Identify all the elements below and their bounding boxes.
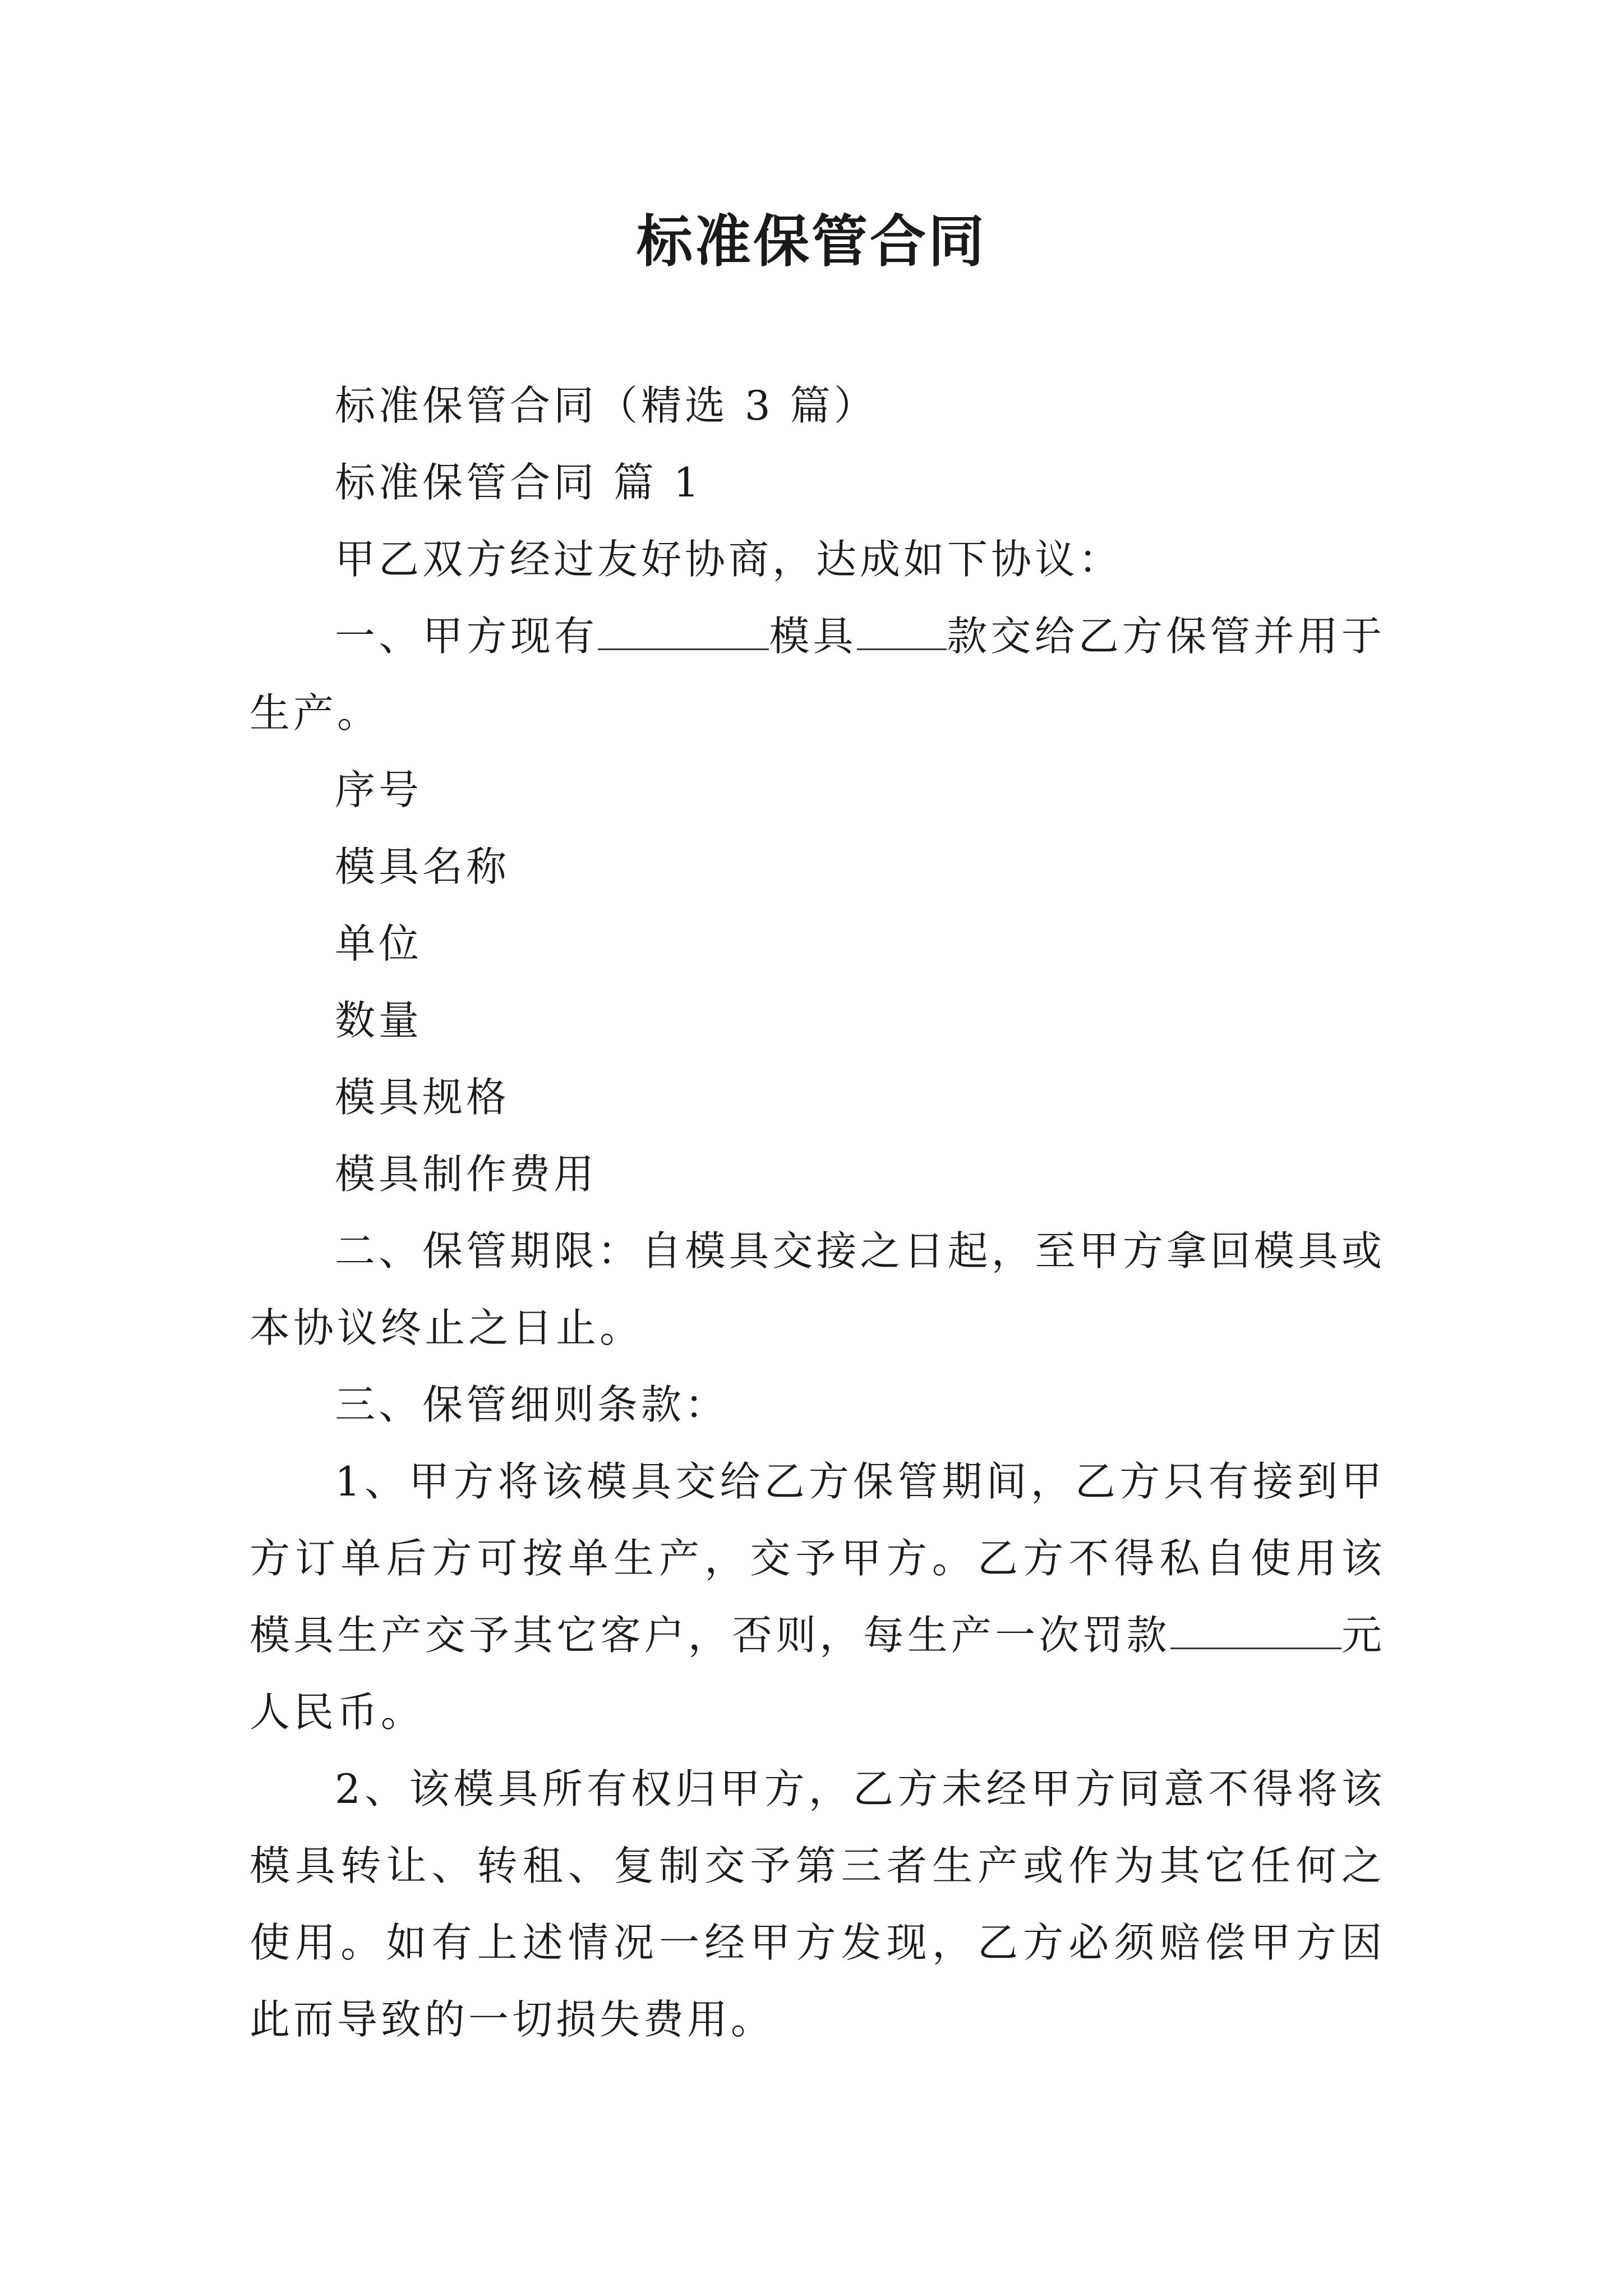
blank-line [598, 609, 769, 650]
table-field: 模具制作费用 [335, 1151, 598, 1198]
clause-2: 二、保管期限：自模具交接之日起，至甲方拿回模具或本协议终止之日止。 [250, 1227, 1385, 1351]
document-body [250, 367, 1385, 2058]
subtitle: 标准保管合同（精选 3 篇） [335, 382, 878, 429]
section-heading: 标准保管合同 篇 1 [335, 459, 703, 506]
intro-paragraph: 甲乙双方经过友好协商，达成如下协议： [335, 536, 1123, 583]
document-title: 标准保管合同 [637, 208, 986, 274]
table-field: 单位 [335, 920, 423, 967]
item-2: 2、该模具所有权归甲方，乙方未经甲方同意不得将该模具转让、转租、复制交予第三者生产或作为其它任何之使用。如有上述情况一经甲方发现，乙方必须赔偿甲方因此而导致的一切损失费用。 [250, 1765, 1385, 2043]
table-field: 模具名称 [335, 843, 510, 890]
item-1-text-a: 1、甲方将该模具交给乙方保管期间，乙方只有接到甲方订单后方可按单生产，交予甲方。乙方不得私自使用该模具生产交予其它客户，否则，每生产一次罚款 [250, 1458, 1385, 1659]
clause-1-text-c: 款交给乙方保管并用于生产。 [250, 613, 1385, 737]
item-1-text-b: 元人民币。 [250, 1612, 1385, 1736]
item-1 [250, 1443, 1385, 1751]
blank-line [857, 609, 947, 650]
clause-1 [250, 598, 1385, 752]
blank-line [1170, 1608, 1341, 1649]
clause-1-text-b: 模具 [769, 613, 857, 660]
table-field: 数量 [335, 997, 423, 1044]
clause-1-text-a: 一、甲方现有 [335, 613, 598, 660]
clause-3: 三、保管细则条款： [335, 1381, 729, 1428]
table-field: 模具规格 [335, 1074, 510, 1121]
table-field: 序号 [335, 766, 423, 813]
